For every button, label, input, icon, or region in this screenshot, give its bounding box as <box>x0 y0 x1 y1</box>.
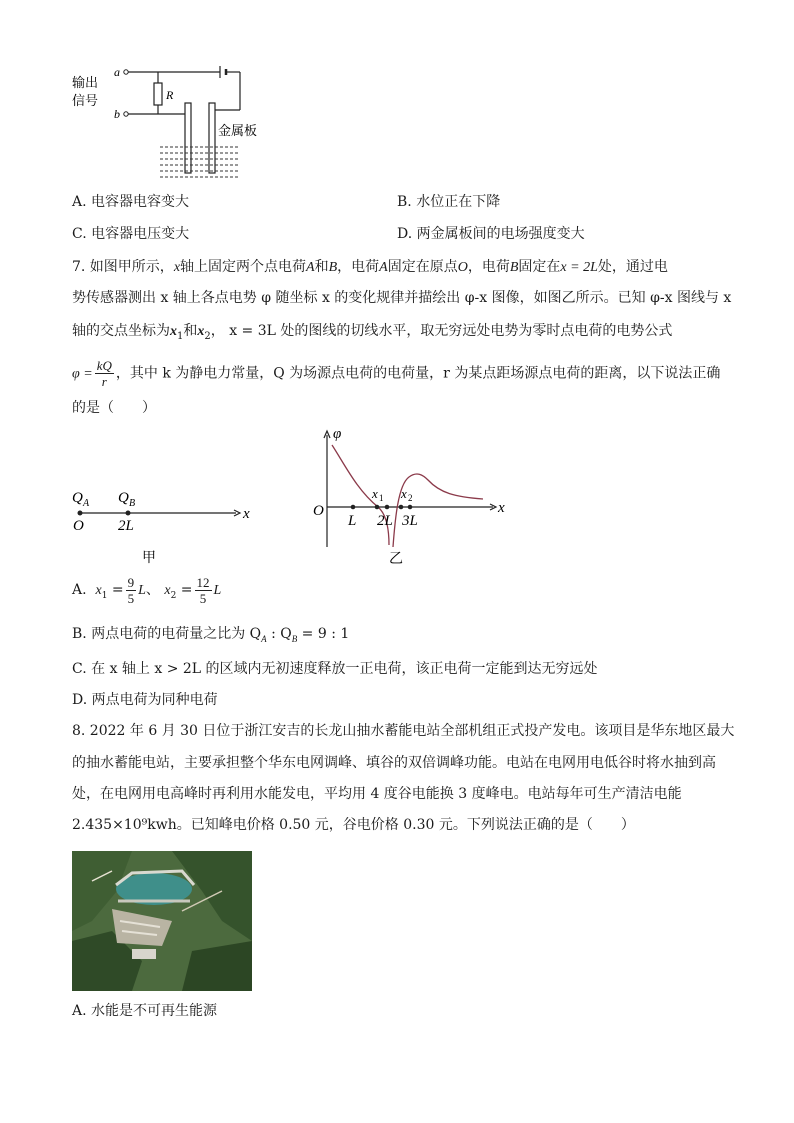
resistor-label: R <box>166 88 174 102</box>
figure-jia <box>68 485 258 570</box>
x2-label: x <box>401 486 407 501</box>
q7-stem-line-2: 势传感器测出 x 轴上各点电势 φ 随坐标 x 的变化规律并描绘出 φ-x 图像，如图乙所示。已知 φ-x 图线与 x <box>72 290 732 306</box>
terminal-a-label: a <box>114 65 120 79</box>
q8-stem-line-4: 2.435×10⁹kwh。已知峰电价格 0.50 元，谷电价格 0.30 元。下列说法正确的是（ ） <box>72 817 635 833</box>
formula-fraction: $\frac{kQ}{r}$ <box>96 358 112 389</box>
tick-l-label: L <box>348 513 357 529</box>
q7-option-c: C. 在 x 轴上 x > 2L 的区域内无初速度释放一正电荷，该正电荷一定能到达无穷远处 <box>72 661 598 677</box>
charge-axis-diagram <box>68 485 258 570</box>
qa-label: Q <box>72 490 83 506</box>
q6-option-a: A. 电容器电容变大 <box>72 194 190 210</box>
two-l-label: 2L <box>118 518 134 534</box>
figure-yi <box>305 425 525 570</box>
q7-option-b: B. 两点电荷的电荷量之比为 $Q_A$ : $Q_B = 9$ : 1 <box>72 626 350 644</box>
capacitor-circuit-figure <box>60 55 280 185</box>
circuit-diagram <box>60 55 280 185</box>
tick-3l-label: 3L <box>402 513 418 529</box>
x1-sub: 1 <box>379 493 384 503</box>
q8-stem-line-1: 8. 2022 年 6 月 30 日位于浙江安吉的长龙山抽水蓄能电站全部机组正式投产发电。该项目是华东地区最大 <box>72 723 735 739</box>
caption-yi: 乙 <box>389 552 403 567</box>
qa-sub: A <box>83 498 90 509</box>
output-label-1: 输出 <box>72 75 99 90</box>
origin-label: O <box>73 518 84 534</box>
q7-stem-line-5: 的是（ ） <box>72 400 156 416</box>
phi-axis-label: φ <box>333 426 342 442</box>
graph-origin-label: O <box>313 503 324 519</box>
q8-stem-line-2: 的抽水蓄能电站，主要承担整个华东电网调峰、填谷的双倍调峰功能。电站在电网用电低谷时将水抽到高 <box>72 755 716 771</box>
water-area <box>160 147 240 177</box>
q6-option-d: D. 两金属板间的电场强度变大 <box>397 226 585 242</box>
q7-option-d: D. 两点电荷为同种电荷 <box>72 692 218 708</box>
q7-option-a: A. $x_1$ = $\frac{9}{5}$ L、 $x_2$ = $\frac{12}{5}$ L <box>72 574 222 606</box>
pumped-storage-station-photo <box>72 851 252 991</box>
qb-sub: B <box>129 498 136 509</box>
q7-stem-line-1: 7. 如图甲所示，x轴上固定两个点电荷A和B，电荷A固定在原点O，电荷B固定在x = 2L处，通过电 <box>72 259 668 275</box>
q7-stem-line-3: 轴的交点坐标为$x_1$和$x_2$， x = 3L 处的图线的切线水平，取无穷远处电势为零时点电荷的电势公式 <box>72 323 673 342</box>
x2-sub: 2 <box>408 493 413 503</box>
graph-x-axis-label: x <box>498 500 505 516</box>
q6-option-b: B. 水位正在下降 <box>397 194 501 210</box>
qb-label: Q <box>118 490 129 506</box>
tick-2l-label: 2L <box>377 513 393 529</box>
output-label-2: 信号 <box>72 93 99 108</box>
q6-option-c: C. 电容器电压变大 <box>72 226 190 242</box>
metal-plate-label: 金属板 <box>218 123 258 138</box>
terminal-b-label: b <box>114 107 120 121</box>
x-axis-label: x <box>243 506 250 522</box>
q8-stem-line-3: 处，在电网用电高峰时再利用水能发电，平均用 4 度谷电能换 3 度峰电。电站每年可生产清洁电能 <box>72 786 682 802</box>
phi-x-graph <box>305 425 525 570</box>
q7-stem-line-4: φ = $\frac{kQ}{r}$ ，其中 k 为静电力常量，Q 为场源点电荷的电荷量，r 为某点距场源点电荷的距离，以下说法正确 <box>72 358 721 389</box>
q8-option-a: A. 水能是不可再生能源 <box>72 1003 218 1019</box>
x1-label: x <box>372 486 378 501</box>
caption-jia: 甲 <box>142 551 156 566</box>
